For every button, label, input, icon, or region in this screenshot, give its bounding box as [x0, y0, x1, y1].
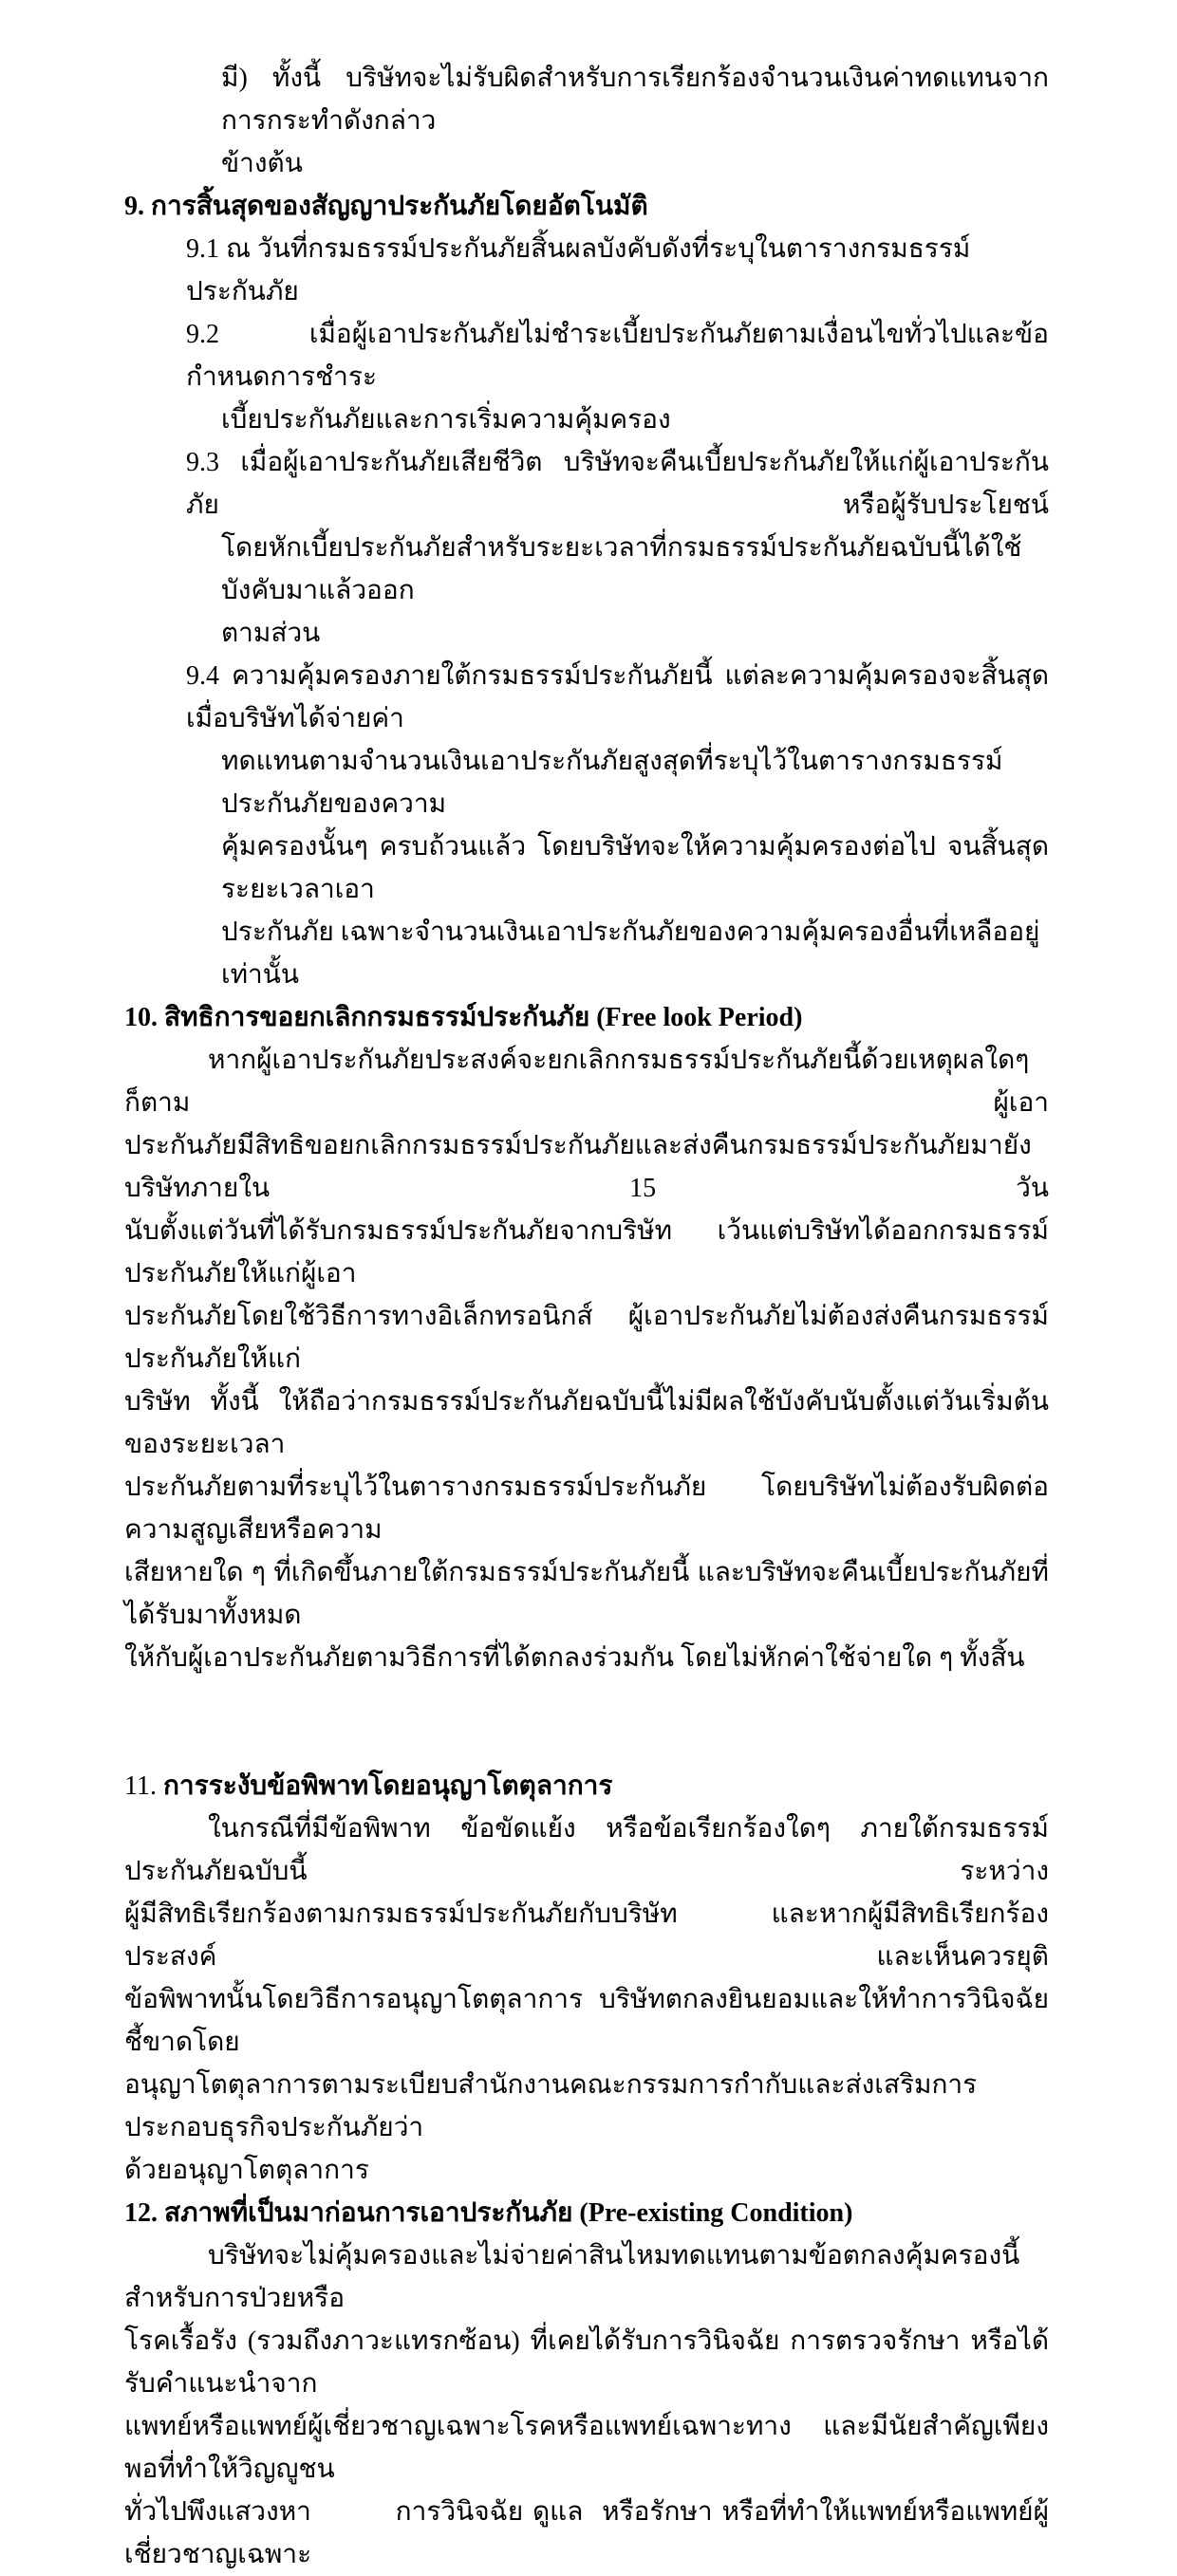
paragraph-line: ทั่วไปพึงแสวงหา การวินิจฉัย ดูแล หรือรักษา หรือที่ทำให้แพทย์หรือแพทย์ผู้เชี่ยวชาญเฉพาะ — [124, 2497, 1049, 2569]
paragraph-line: อนุญาโตตุลาการตามระเบียบสำนักงานคณะกรรมการกำกับและส่งเสริมการประกอบธุรกิจประกันภัยว่า — [124, 2070, 978, 2142]
paragraph-line: บริษัทจะไม่คุ้มครองและไม่จ่ายค่าสินไหมทดแทนตามข้อตกลงคุ้มครองนี้สำหรับการป่วยหรือ — [124, 2241, 1020, 2313]
paragraph-line: แพทย์หรือแพทย์ผู้เชี่ยวชาญเฉพาะโรคหรือแพทย์เฉพาะทาง และมีนัยสำคัญเพียงพอที่ทำให้วิญญูชน — [124, 2412, 1049, 2484]
document-body — [124, 57, 1049, 2576]
paragraph-line: เสียหายใด ๆ ที่เกิดขึ้นภายใต้กรมธรรม์ประกันภัยนี้ และบริษัทจะคืนเบี้ยประกันภัยที่ได้รับมาทั้งหมด — [124, 1558, 1049, 1630]
paragraph-line: ประกันภัยมีสิทธิขอยกเลิกกรมธรรม์ประกันภัยและส่งคืนกรมธรรม์ประกันภัยมายังบริษัทภายใน 15 วัน — [124, 1131, 1049, 1203]
paragraph-line: นับตั้งแต่วันที่ได้รับกรมธรรม์ประกันภัยจากบริษัท เว้นแต่บริษัทได้ออกกรมธรรม์ประกันภัยให้แก่ผู้เอา — [124, 1216, 1049, 1288]
clause-line: ทดแทนตามจำนวนเงินเอาประกันภัยสูงสุดที่ระบุไว้ในตารางกรมธรรม์ประกันภัยของความ — [221, 747, 1003, 819]
clause-line: ตามส่วน — [221, 619, 321, 648]
section-number: 10. — [124, 1003, 158, 1032]
heading-space — [157, 1771, 163, 1801]
clause-line: ประกันภัย เฉพาะจำนวนเงินเอาประกันภัยของความคุ้มครองอื่นที่เหลืออยู่เท่านั้น — [221, 917, 1040, 990]
paragraph-line: โรคเรื้อรัง (รวมถึงภาวะแทรกซ้อน) ที่เคยได้รับการวินิจฉัย การตรวจรักษา หรือได้รับคำแนะนำจาก — [124, 2326, 1049, 2399]
section-heading — [124, 1765, 1049, 1807]
paragraph-line: ด้วยอนุญาโตตุลาการ — [124, 2156, 369, 2185]
clause-line: 9.1 ณ วันที่กรมธรรม์ประกันภัยสิ้นผลบังคับดังที่ระบุในตารางกรมธรรม์ประกันภัย — [186, 234, 971, 306]
clause-line: เบี้ยประกันภัยและการเริ่มความคุ้มครอง — [221, 405, 671, 435]
clause-line: 9.2 เมื่อผู้เอาประกันภัยไม่ชำระเบี้ยประกันภัยตามเงื่อนไขทั่วไปและข้อกำหนดการชำระ — [186, 320, 1049, 392]
heading-space — [144, 192, 151, 221]
clause-line: 9.3 เมื่อผู้เอาประกันภัยเสียชีวิต บริษัทจะคืนเบี้ยประกันภัยให้แก่ผู้เอาประกันภัย หรือผู้รับประโยชน์ — [186, 448, 1049, 520]
paragraph-line: หากผู้เอาประกันภัยประสงค์จะยกเลิกกรมธรรม์ประกันภัยนี้ด้วยเหตุผลใดๆ ก็ตาม ผู้เอา — [124, 1046, 1049, 1118]
paragraph-line: ผู้มีสิทธิเรียกร้องตามกรมธรรม์ประกันภัยกับบริษัท และหากผู้มีสิทธิเรียกร้องประสงค์ และเห็นควรยุติ — [124, 1900, 1049, 1972]
paragraph-line: ประกันภัยโดยใช้วิธีการทางอิเล็กทรอนิกส์ ผู้เอาประกันภัยไม่ต้องส่งคืนกรมธรรม์ประกันภัยให้แก่ — [124, 1302, 1049, 1374]
section-title: การระงับข้อพิพาทโดยอนุญาโตตุลาการ — [162, 1771, 613, 1801]
section-heading — [124, 996, 1049, 1039]
section-number: 12. — [124, 2198, 158, 2228]
clause-line: คุ้มครองนั้นๆ ครบถ้วนแล้ว โดยบริษัทจะให้ความคุ้มครองต่อไป จนสิ้นสุดระยะเวลาเอา — [221, 832, 1049, 904]
paragraph-line: ให้กับผู้เอาประกันภัยตามวิธีการที่ได้ตกลงร่วมกัน โดยไม่หักค่าใช้จ่ายใด ๆ ทั้งสิ้น — [124, 1643, 1025, 1673]
section-heading — [124, 2192, 1049, 2234]
continuation-line: ข้างต้น — [221, 149, 303, 178]
section-title: สภาพที่เป็นมาก่อนการเอาประกันภัย (Pre-existing Condition) — [164, 2198, 853, 2228]
section-number: 9. — [124, 192, 144, 221]
continuation-line: มี) ทั้งนี้ บริษัทจะไม่รับผิดสำหรับการเรียกร้องจำนวนเงินค่าทดแทนจากการกระทำดังกล่าว — [221, 64, 1049, 136]
paragraph-line: ประกันภัยตามที่ระบุไว้ในตารางกรมธรรม์ประกันภัย โดยบริษัทไม่ต้องรับผิดต่อความสูญเสียหรือความ — [124, 1473, 1049, 1545]
paragraph-line: บริษัท ทั้งนี้ ให้ถือว่ากรมธรรม์ประกันภัยฉบับนี้ไม่มีผลใช้บังคับนับตั้งแต่วันเริ่มต้นของระยะเวลา — [124, 1387, 1049, 1459]
heading-space — [158, 2198, 164, 2228]
section-title: สิทธิการขอยกเลิกกรมธรรม์ประกันภัย (Free look Period) — [164, 1003, 803, 1032]
section-heading — [124, 185, 1049, 228]
section-spacer — [124, 1679, 1049, 1765]
paragraph-line: ข้อพิพาทนั้นโดยวิธีการอนุญาโตตุลาการ บริษัทตกลงยินยอมและให้ทำการวินิจฉัยชี้ขาดโดย — [124, 1985, 1049, 2057]
clause-line: โดยหักเบี้ยประกันภัยสำหรับระยะเวลาที่กรมธรรม์ประกันภัยฉบับนี้ได้ใช้บังคับมาแล้วออก — [221, 533, 1022, 605]
section-number: 11. — [124, 1771, 157, 1801]
heading-space — [158, 1003, 164, 1032]
section-title: การสิ้นสุดของสัญญาประกันภัยโดยอัตโนมัติ — [151, 192, 648, 221]
paragraph-line: ในกรณีที่มีข้อพิพาท ข้อขัดแย้ง หรือข้อเรียกร้องใดๆ ภายใต้กรมธรรม์ประกันภัยฉบับนี้ ระหว่าง — [124, 1814, 1049, 1886]
clause-line: 9.4 ความคุ้มครองภายใต้กรมธรรม์ประกันภัยนี้ แต่ละความคุ้มครองจะสิ้นสุดเมื่อบริษัทได้จ่ายค่า — [186, 661, 1049, 733]
